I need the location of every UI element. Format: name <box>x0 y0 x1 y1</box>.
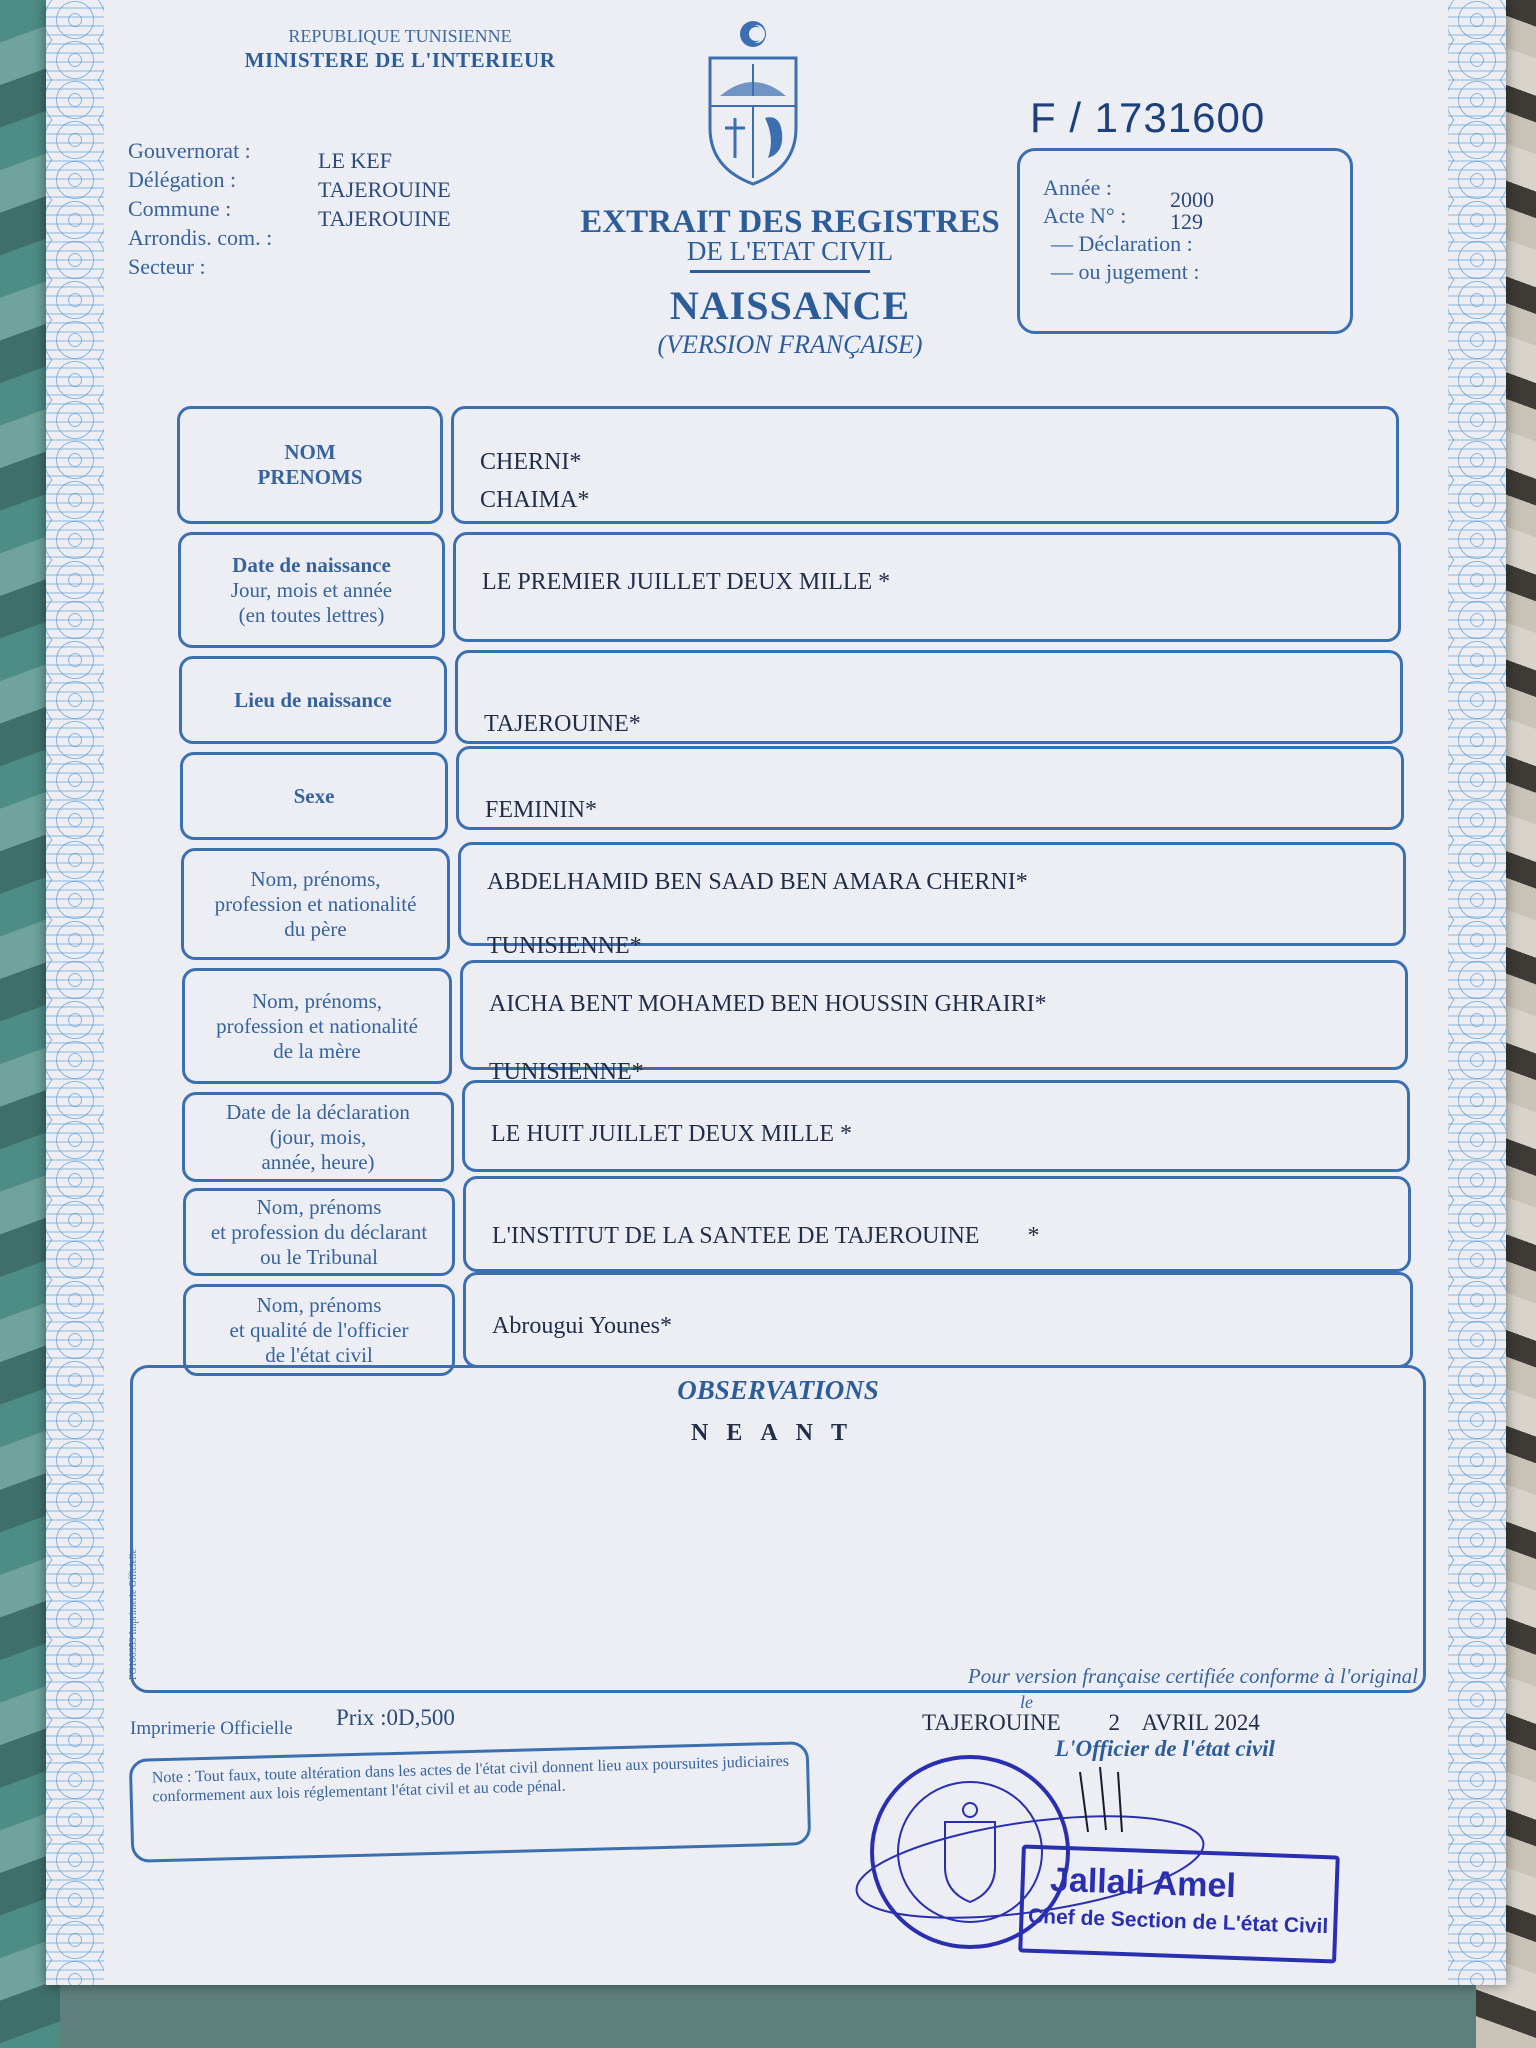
price: Prix :0D,500 <box>336 1705 455 1730</box>
observations-title: OBSERVATIONS <box>677 1375 879 1405</box>
label-decl-line2: (jour, mois, <box>269 1124 367 1149</box>
label-box-nom <box>177 406 443 524</box>
value-box-pere <box>458 842 1406 959</box>
label-lieu-naissance: Lieu de naissance <box>234 687 392 712</box>
title-extrait: EXTRAIT DES REGISTRES <box>580 204 1000 240</box>
stamp-officer-role: Chef de Section de L'état Civil <box>1027 1904 1329 1939</box>
label-mere-line2: profession et nationalité <box>216 1013 418 1038</box>
date-le: le <box>1020 1692 1033 1712</box>
label-box-lieu <box>179 656 447 744</box>
value-acte: 129 <box>1170 209 1203 234</box>
admin-values <box>318 146 451 233</box>
label-mere-line3: de la mère <box>273 1038 361 1063</box>
label-declaration: — Déclaration : <box>1051 231 1193 256</box>
value-delegation: TAJEROUINE <box>318 177 451 202</box>
value-officier: Abrougui Younes* <box>492 1313 673 1339</box>
label-box-date-naissance <box>178 532 445 648</box>
label-jour-mois: Jour, mois et année <box>230 577 393 602</box>
label-box-pere <box>181 848 450 960</box>
label-box-date-declaration <box>182 1092 454 1182</box>
value-pere-nationalite: TUNISIENNE* <box>487 933 642 959</box>
label-officier-line3: de l'état civil <box>265 1342 373 1367</box>
label-box-mere <box>182 968 452 1084</box>
label-pere-line1: Nom, prénoms, <box>250 866 381 891</box>
certificate-serial-number: F / 1731600 <box>1030 94 1266 141</box>
label-officier-line1: Nom, prénoms <box>256 1292 382 1317</box>
issue-date: 2 AVRIL 2024 <box>1108 1710 1260 1735</box>
label-nom: NOM <box>284 440 336 464</box>
label-mere-line1: Nom, prénoms, <box>251 988 383 1013</box>
certification-text: Pour version française certifiée conforme à l'original <box>967 1664 1418 1688</box>
security-border-right <box>1448 0 1506 1985</box>
place-date <box>922 1710 1260 1736</box>
label-en-lettres: (en toutes lettres) <box>238 602 385 627</box>
value-lieu-naissance: TAJEROUINE* <box>484 711 641 737</box>
coat-of-arms-icon <box>690 18 816 188</box>
label-pere-line3: du père <box>284 916 347 941</box>
stamp-officer-name: Jallali Amel <box>1049 1860 1237 1906</box>
imprimerie-label: Imprimerie Officielle <box>130 1718 293 1739</box>
value-commune: TAJEROUINE <box>318 206 451 231</box>
label-declarant-line3: ou le Tribunal <box>260 1244 378 1269</box>
value-mere-nom: AICHA BENT MOHAMED BEN HOUSSIN GHRAIRI* <box>489 991 1047 1017</box>
value-declarant: L'INSTITUT DE LA SANTEE DE TAJEROUINE * <box>492 1223 1040 1249</box>
title-naissance: NAISSANCE <box>669 283 911 328</box>
value-box-date-declaration <box>462 1080 1410 1172</box>
label-prenoms: PRENOMS <box>257 465 363 489</box>
label-date-naissance: Date de naissance <box>232 552 391 577</box>
value-gouvernorat: LE KEF <box>318 148 392 173</box>
label-box-sexe <box>180 752 448 840</box>
side-print-code: FG100359 Imprimerie Officielle <box>128 1549 139 1680</box>
value-box-date-naissance <box>453 532 1401 642</box>
value-box-nom <box>451 406 1399 524</box>
label-arrondissement: Arrondis. com. : <box>128 225 273 250</box>
value-box-lieu <box>455 650 1403 744</box>
value-prenoms: CHAIMA* <box>480 487 590 513</box>
header-ministry: MINISTERE DE L'INTERIEUR <box>244 48 556 72</box>
label-jugement: — ou jugement : <box>1051 259 1200 284</box>
value-box-declarant <box>463 1176 1411 1272</box>
value-pere-nom: ABDELHAMID BEN SAAD BEN AMARA CHERNI* <box>487 869 1028 895</box>
value-mere-nationalite: TUNISIENNE* <box>489 1059 644 1085</box>
value-sexe: FEMININ* <box>485 797 597 823</box>
value-date-naissance: LE PREMIER JUILLET DEUX MILLE * <box>482 569 891 595</box>
title-divider <box>690 270 870 273</box>
label-decl-line1: Date de la déclaration <box>226 1099 410 1124</box>
label-box-declarant <box>183 1188 455 1276</box>
value-box-sexe <box>456 746 1404 830</box>
label-secteur: Secteur : <box>128 254 206 279</box>
value-nom: CHERNI* <box>480 449 582 475</box>
label-annee: Année : <box>1043 175 1113 200</box>
label-commune: Commune : <box>128 196 232 221</box>
acte-values <box>1170 186 1214 236</box>
security-border-left <box>46 0 104 1985</box>
observations-value: NEANT <box>690 1420 865 1446</box>
admin-labels <box>128 136 272 281</box>
label-acte: Acte N° : <box>1043 203 1127 228</box>
legal-note: Note : Tout faux, toute altération dans les actes de l'état civil donnent lieu aux poursuites judiciaires conformement aux lois réglementant l'état civil et au code pénal. <box>151 1752 790 1806</box>
label-declarant-line1: Nom, prénoms <box>256 1194 382 1219</box>
value-box-mere <box>460 960 1408 1085</box>
issue-place: TAJEROUINE <box>922 1710 1061 1735</box>
value-box-officier <box>463 1272 1413 1368</box>
title-version: (VERSION FRANÇAISE) <box>657 330 923 359</box>
label-declarant-line2: et profession du déclarant <box>210 1219 428 1244</box>
label-decl-line3: année, heure) <box>261 1149 375 1174</box>
label-sexe: Sexe <box>293 783 335 808</box>
title-etat-civil: DE L'ETAT CIVIL <box>686 236 894 266</box>
observations-box <box>130 1365 1426 1693</box>
label-delegation: Délégation : <box>128 167 237 192</box>
value-annee: 2000 <box>1170 187 1214 212</box>
value-date-declaration: LE HUIT JUILLET DEUX MILLE * <box>491 1121 853 1147</box>
label-gouvernorat: Gouvernorat : <box>128 138 251 163</box>
header-republic: REPUBLIQUE TUNISIENNE <box>288 26 512 46</box>
officer-title: L'Officier de l'état civil <box>1055 1736 1275 1761</box>
label-box-officier <box>183 1284 455 1376</box>
label-pere-line2: profession et nationalité <box>214 891 417 916</box>
label-officier-line2: et qualité de l'officier <box>229 1317 409 1342</box>
